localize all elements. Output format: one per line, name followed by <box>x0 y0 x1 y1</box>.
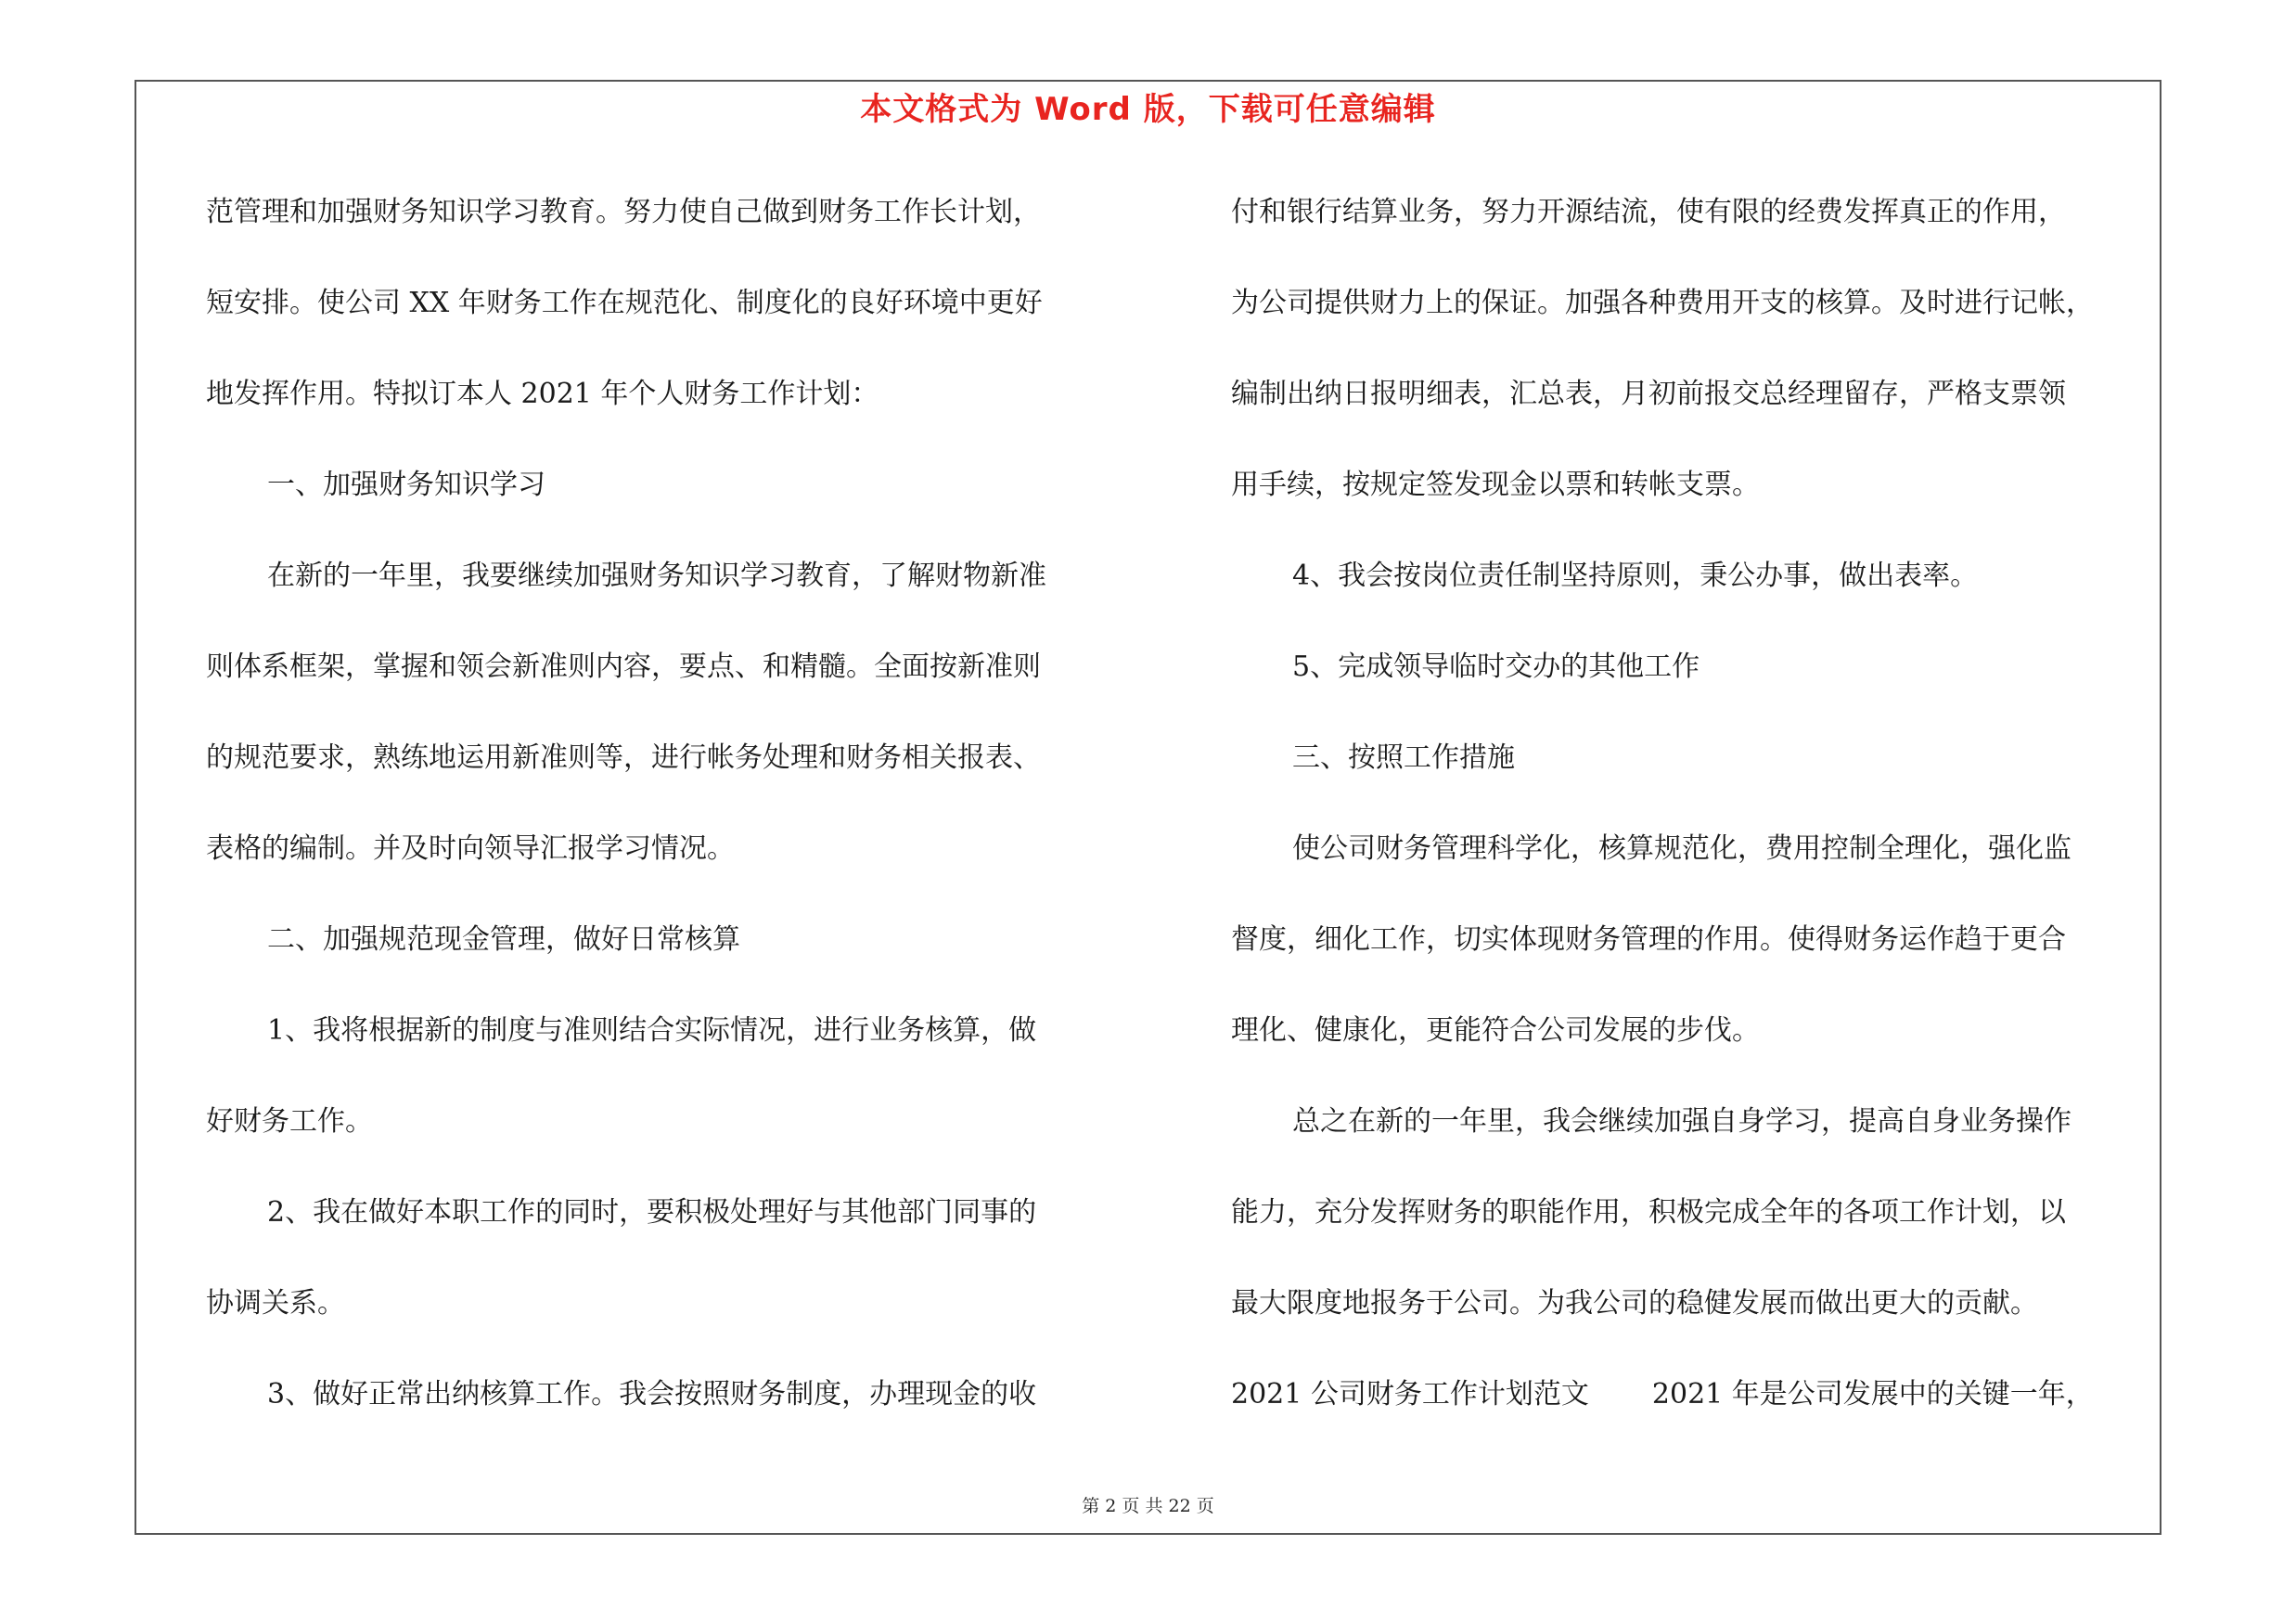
text-line-content: 2、我在做好本职工作的同时，要积极处理好与其他部门同事的 <box>267 1196 1037 1229</box>
text-line <box>206 457 1134 547</box>
text-line <box>1231 547 2159 638</box>
text-line-content: 理化、健康化，更能符合公司发展的步伐。 <box>1231 1014 1760 1047</box>
text-line <box>206 820 1134 911</box>
text-line <box>1231 275 2159 366</box>
text-line <box>1231 184 2159 275</box>
text-line-content: 三、按照工作措施 <box>1292 741 1515 774</box>
text-line <box>206 1093 1134 1184</box>
left-text-column <box>206 184 1134 1457</box>
text-line <box>1231 366 2159 457</box>
text-line <box>1231 638 2159 729</box>
text-line-content: 表格的编制。并及时向领导汇报学习情况。 <box>206 832 735 865</box>
text-line <box>206 638 1134 729</box>
text-line <box>206 1002 1134 1093</box>
text-line <box>206 366 1134 457</box>
text-line-content: 用手续，按规定签发现金以票和转帐支票。 <box>1231 469 1760 501</box>
text-line-content: 最大限度地报务于公司。为我公司的稳健发展而做出更大的贡献。 <box>1231 1287 2038 1320</box>
text-line-content: 好财务工作。 <box>206 1105 373 1138</box>
text-line-content: 编制出纳日报明细表，汇总表，月初前报交总经理留存，严格支票领 <box>1231 378 2066 410</box>
text-line <box>206 184 1134 275</box>
text-line <box>206 911 1134 1002</box>
text-line <box>1231 911 2159 1002</box>
text-line-content: 地发挥作用。特拟订本人 2021 年个人财务工作计划： <box>206 378 879 410</box>
text-line-content: 4、我会按岗位责任制坚持原则，秉公办事，做出表率。 <box>1292 560 1979 592</box>
text-line <box>1231 1093 2159 1184</box>
text-line-content: 5、完成领导临时交办的其他工作 <box>1292 650 1700 683</box>
text-line-content: 的规范要求，熟练地运用新准则等，进行帐务处理和财务相关报表、 <box>206 741 1041 774</box>
text-line-content: 一、加强财务知识学习 <box>267 469 545 501</box>
text-line-content: 使公司财务管理科学化，核算规范化，费用控制全理化，强化监 <box>1292 832 2072 865</box>
text-line-content: 范管理和加强财务知识学习教育。努力使自己做到财务工作长计划， <box>206 196 1041 228</box>
text-line-content: 总之在新的一年里，我会继续加强自身学习，提高自身业务操作 <box>1292 1105 2072 1138</box>
text-line <box>1231 729 2159 820</box>
text-line <box>1231 1275 2159 1366</box>
text-line-content: 协调关系。 <box>206 1287 345 1320</box>
text-line <box>1231 457 2159 547</box>
text-line <box>206 547 1134 638</box>
page-number-footer: 第 2 页 共 22 页 <box>1082 1496 1214 1516</box>
text-line <box>1231 1002 2159 1093</box>
text-line <box>206 275 1134 366</box>
text-line-content: 短安排。使公司 XX 年财务工作在规范化、制度化的良好环境中更好 <box>206 287 1043 319</box>
text-line <box>206 1184 1134 1275</box>
text-line-content: 2021 公司财务工作计划范文 <box>1231 1378 1589 1410</box>
text-line-content: 督度，细化工作，切实体现财务管理的作用。使得财务运作趋于更合 <box>1231 923 2066 956</box>
text-line-content: 二、加强规范现金管理，做好日常核算 <box>267 923 740 956</box>
text-line-content: 1、我将根据新的制度与准则结合实际情况，进行业务核算，做 <box>267 1014 1037 1047</box>
text-line <box>1231 1366 2159 1457</box>
text-line-content: 则体系框架，掌握和领会新准则内容，要点、和精髓。全面按新准则 <box>206 650 1041 683</box>
text-line <box>206 1275 1134 1366</box>
text-line-content: 能力，充分发挥财务的职能作用，积极完成全年的各项工作计划，以 <box>1231 1196 2066 1229</box>
text-line-content: 3、做好正常出纳核算工作。我会按照财务制度，办理现金的收 <box>267 1378 1037 1410</box>
text-line <box>1231 1184 2159 1275</box>
text-line <box>206 729 1134 820</box>
text-line-content: 为公司提供财力上的保证。加强各种费用开支的核算。及时进行记帐， <box>1231 287 2094 319</box>
right-text-column <box>1231 184 2159 1457</box>
text-line <box>1231 820 2159 911</box>
text-line <box>206 1366 1134 1457</box>
word-format-banner: 本文格式为 Word 版，下载可任意编辑 <box>860 91 1436 128</box>
text-line-continuation: 2021 年是公司发展中的关键一年， <box>1651 1378 2094 1410</box>
text-line-content: 付和银行结算业务，努力开源结流，使有限的经费发挥真正的作用， <box>1231 196 2066 228</box>
text-line-content: 在新的一年里，我要继续加强财务知识学习教育，了解财物新准 <box>267 560 1046 592</box>
